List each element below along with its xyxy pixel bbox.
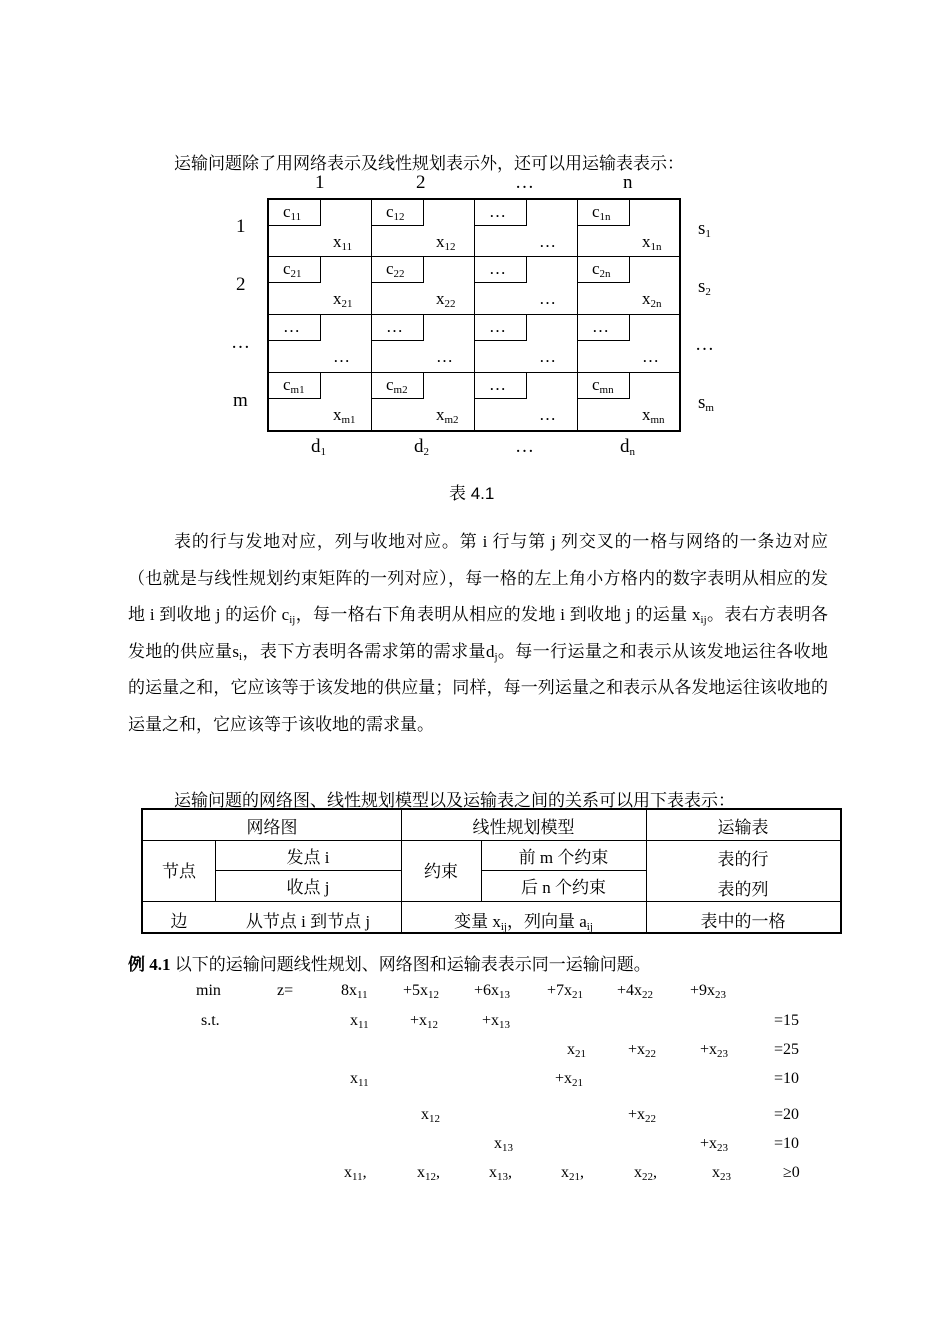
cell-first-m: 前 m 个约束 xyxy=(518,848,609,867)
shipment-value: $x_{m2}$ xyxy=(436,405,459,426)
constraint-term: $+x_{13}$ xyxy=(482,1012,511,1031)
nonneg-term: $x_{11}$, xyxy=(344,1164,367,1183)
constraint-rhs: =25 xyxy=(774,1041,800,1058)
constraint-term: $+x_{12}$ xyxy=(410,1012,439,1031)
cell-recv: 收点 j xyxy=(286,878,330,897)
cost-box: $c_{mn}$ xyxy=(578,373,630,399)
cost-box: $c_{22}$ xyxy=(372,257,424,283)
lp-st: s.t. xyxy=(201,1012,220,1029)
nonneg-term: $x_{21}$, xyxy=(561,1164,584,1183)
cost-box: $c_{2n}$ xyxy=(578,257,630,283)
nonneg-term: $x_{13}$, xyxy=(489,1164,512,1183)
shipment-value: $x_{mn}$ xyxy=(642,405,665,426)
cost-box: … xyxy=(475,315,527,341)
demand-label: … xyxy=(515,436,534,457)
constraint-term: $+x_{23}$ xyxy=(700,1041,729,1060)
demand-label: $d_n$ xyxy=(620,436,635,458)
header-table: 运输表 xyxy=(717,818,769,837)
constraint-term: $x_{11}$ xyxy=(350,1070,369,1089)
cell-constraint: 约束 xyxy=(424,862,458,881)
header-network: 网络图 xyxy=(246,818,298,837)
cost-box: $c_{12}$ xyxy=(372,200,424,226)
lp-z: z= xyxy=(277,982,294,999)
constraint-rhs: =10 xyxy=(774,1070,800,1087)
col-header: 2 xyxy=(416,172,426,193)
nonneg-term: $x_{22}$, xyxy=(634,1164,657,1183)
cell-from-to: 从节点 i 到节点 j xyxy=(245,912,371,931)
constraint-rhs: =20 xyxy=(774,1106,800,1123)
cost-box: … xyxy=(269,315,321,341)
constraint-term: $x_{12}$ xyxy=(421,1106,440,1125)
shipment-value: $x_{12}$ xyxy=(436,232,456,253)
row-header: m xyxy=(233,390,248,411)
shipment-value: … xyxy=(539,289,556,308)
shipment-value: $x_{11}$ xyxy=(333,232,353,253)
cell-last-n: 后 n 个约束 xyxy=(521,878,606,897)
cost-box: $c_{21}$ xyxy=(269,257,321,283)
cost-box: … xyxy=(578,315,630,341)
supply-label: $s_2$ xyxy=(698,276,711,298)
supply-label: … xyxy=(695,334,714,355)
header-lp: 线性规划模型 xyxy=(472,818,575,837)
cost-box: $c_{1n}$ xyxy=(578,200,630,226)
objective-term: $+4x_{22}$ xyxy=(617,982,654,1001)
nonneg-term: $x_{12}$, xyxy=(417,1164,440,1183)
example-heading: 例 4.1 以下的运输问题线性规划、网络图和运输表表示同一运输问题。 xyxy=(128,955,651,974)
constraint-rhs: ≥0 xyxy=(783,1164,800,1181)
cost-box: … xyxy=(475,200,527,226)
constraint-rhs: =10 xyxy=(774,1135,800,1152)
table-caption: 表 4.1 xyxy=(449,484,495,503)
constraint-term: $+x_{23}$ xyxy=(700,1135,729,1154)
supply-label: $s_1$ xyxy=(698,218,711,240)
constraint-term: $x_{21}$ xyxy=(567,1041,586,1060)
shipment-value: $x_{1n}$ xyxy=(642,232,662,253)
demand-label: $d_1$ xyxy=(311,436,326,458)
constraint-term: $+x_{21}$ xyxy=(555,1070,584,1089)
cost-box: … xyxy=(372,315,424,341)
shipment-value: $x_{m1}$ xyxy=(333,405,356,426)
col-header: 1 xyxy=(315,172,325,193)
objective-term: $+5x_{12}$ xyxy=(403,982,440,1001)
constraint-term: $x_{11}$ xyxy=(350,1012,369,1031)
explanation-paragraph: 表的行与发地对应，列与收地对应。第 i 行与第 j 列交叉的一格与网络的一条边对应（也就是与线性规划约束矩阵的一列对应），每一格的左上角小方格内的数字表明从相应的发地 i 到收地 j 的运价 $c_{ij}$，每一格右下角表明从相应的发地 i 到收地 j 的运量 $x_{ij}$。表右方表明各发地的供应量$s_i$，表下方表明各需求第的需求量$d_j$。每一行运量之和表示从该发地运往各收地的运量之和，它应该等于该发地的供应量；同样，每一列运量之和表示从各发地运往该收地的运量之和，它应该等于该收地的需求量。 xyxy=(128,532,828,734)
shipment-value: … xyxy=(539,405,556,424)
cell-table-cell: 表中的一格 xyxy=(700,912,786,931)
shipment-value: … xyxy=(642,347,659,366)
relation-intro: 运输问题的网络图、线性规划模型以及运输表之间的关系可以用下表表示： xyxy=(174,791,735,810)
cell-edge: 边 xyxy=(170,912,188,931)
intro-text: 运输问题除了用网络表示及线性规划表示外，还可以用运输表表示： xyxy=(174,154,684,173)
nonneg-term: $x_{23}$ xyxy=(712,1164,731,1183)
row-header: 2 xyxy=(236,274,246,295)
shipment-value: $x_{21}$ xyxy=(333,289,353,310)
constraint-rhs: =15 xyxy=(774,1012,800,1029)
col-header: n xyxy=(623,172,633,193)
shipment-value: … xyxy=(436,347,453,366)
objective-term: $+6x_{13}$ xyxy=(474,982,511,1001)
row-header: 1 xyxy=(236,216,246,237)
constraint-term: $x_{13}$ xyxy=(494,1135,513,1154)
demand-label: $d_2$ xyxy=(414,436,429,458)
shipment-value: … xyxy=(333,347,350,366)
cell-node: 节点 xyxy=(162,862,196,881)
supply-label: $s_m$ xyxy=(698,392,714,414)
constraint-term: $+x_{22}$ xyxy=(628,1106,657,1125)
cost-box: $c_{m1}$ xyxy=(269,373,321,399)
cost-box: … xyxy=(475,373,527,399)
col-header: … xyxy=(515,172,534,193)
transport-table xyxy=(267,198,681,432)
row-header: … xyxy=(231,332,250,353)
cost-box: … xyxy=(475,257,527,283)
objective-term: $+7x_{21}$ xyxy=(547,982,584,1001)
shipment-value: $x_{2n}$ xyxy=(642,289,662,310)
cell-table-row: 表的行 xyxy=(717,850,769,869)
cost-box: $c_{m2}$ xyxy=(372,373,424,399)
lp-min: min xyxy=(196,982,221,999)
cell-variable: 变量 $x_{ij}$，列向量 $a_{ij}$ xyxy=(454,912,593,933)
shipment-value: … xyxy=(539,347,556,366)
cost-box: $c_{11}$ xyxy=(269,200,321,226)
shipment-value: $x_{22}$ xyxy=(436,289,456,310)
constraint-term: $+x_{22}$ xyxy=(628,1041,657,1060)
cell-send: 发点 i xyxy=(286,848,330,867)
cell-table-col: 表的列 xyxy=(717,880,769,899)
shipment-value: … xyxy=(539,232,556,251)
objective-term: $+9x_{23}$ xyxy=(690,982,727,1001)
relation-table xyxy=(141,808,842,934)
objective-term: $8x_{11}$ xyxy=(341,982,368,1001)
